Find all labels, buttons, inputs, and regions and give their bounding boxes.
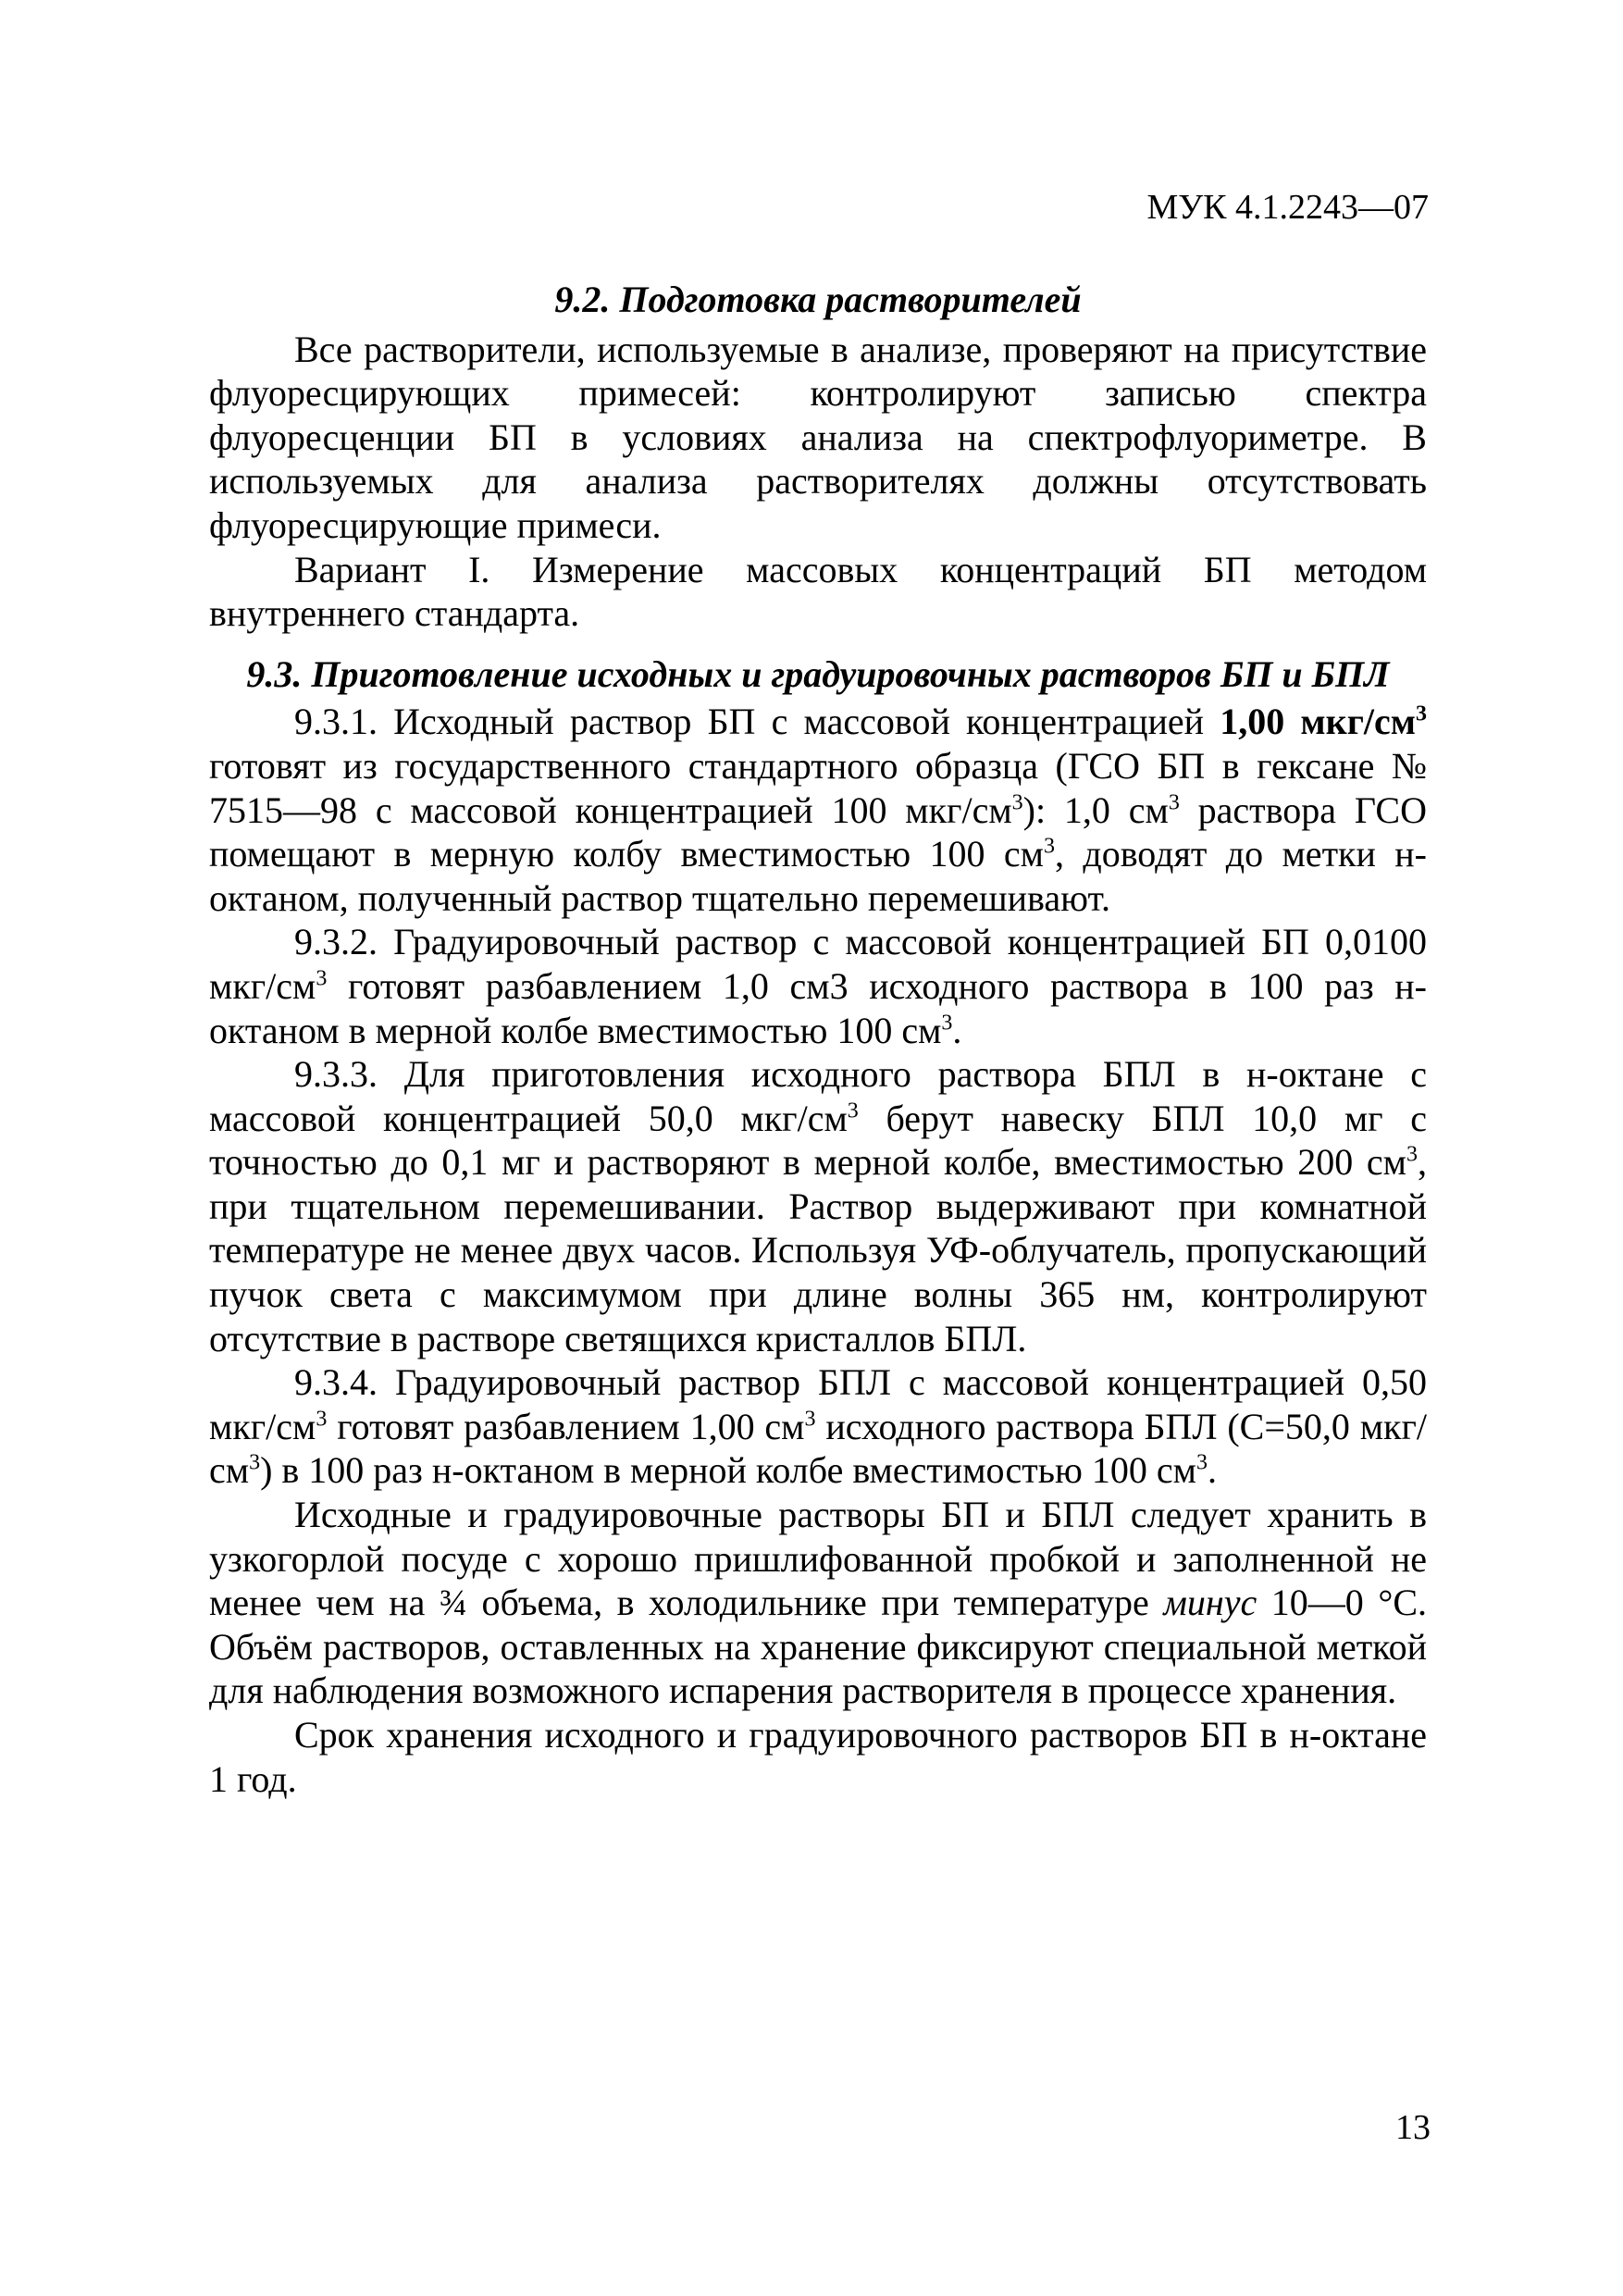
paragraph-storage: Исходные и градуировочные растворы БП и БПЛ следует хранить в узкогорлой посуде с хорошо пришлифованной пробкой и заполненной не менее чем на ¾ объема, в холодильнике при температуре минус 10—0 °С. Объём растворов, оставленных на хранение фиксируют специальной меткой для наблюдения возможного испарения растворителя в процессе хранения. — [209, 1494, 1427, 1712]
document-code: МУК 4.1.2243—07 — [1146, 188, 1429, 227]
page-body — [209, 278, 1427, 1801]
page-number: 13 — [1395, 2108, 1431, 2147]
section-heading-9-2: 9.2. Подготовка растворителей — [554, 279, 1082, 320]
paragraph-solvents-check: Все растворители, используемые в анализе, проверяют на присутствие флуоресцирующих примесей: контролируют записью спектра флуоресценции БП в условиях анализа на спектрофлуориметре. В используемых для анализа растворителях должны отсутствовать флуоресцирующие примеси. — [209, 328, 1427, 546]
paragraph-shelf-life: Срок хранения исходного и градуировочного растворов БП в н-октане 1 год. — [209, 1714, 1427, 1800]
paragraph-9-3-1: 9.3.1. Исходный раствор БП с массовой концентрацией 1,00 мкг/$см^3$ готовят из государственного стандартного образца (ГСО БП в гексане № 7515—98 с массовой концентрацией 100 мкг/$см^3$): 1,0 $см^3$ раствора ГСО помещают в мерную колбу вместимостью 100 $см^3$, доводят до метки н-октаном, полученный раствор тщательно перемешивают. — [209, 701, 1428, 919]
section-heading-9-3: 9.3. Приготовление исходных и градуировочных растворов БП и БПЛ — [246, 652, 1390, 695]
paragraph-variant-1: Вариант I. Измерение массовых концентраций БП методом внутреннего стандарта. — [209, 548, 1427, 635]
paragraph-9-3-4: 9.3.4. Градуировочный раствор БПЛ с массовой концентрацией 0,50 мкг/$см^3$ готовят разбавлением 1,00 $см^3$ исходного раствора БПЛ (С=50,0 мкг/$см^3$) в 100 раз н-октаном в мерной колбе вместимостью 100 $см^3$. — [209, 1361, 1427, 1492]
paragraph-9-3-3: 9.3.3. Для приготовления исходного раствора БПЛ в н-октане с массовой концентрацией 50,0 мкг/$см^3$ берут навеску БПЛ 10,0 мг с точностью до 0,1 мг и растворяют в мерной колбе, вместимостью 200 $см^3$, при тщательном перемешивании. Раствор выдерживают при комнатной температуре не менее двух часов. Используя УФ-облучатель, пропускающий пучок света с максимумом при длине волны 365 нм, контролируют отсутствие в растворе светящихся кристаллов БПЛ. — [209, 1053, 1427, 1359]
paragraph-9-3-2: 9.3.2. Градуировочный раствор с массовой концентрацией БП 0,0100 мкг/$см^3$ готовят разбавлением 1,0 см3 исходного раствора в 100 раз н-октаном в мерной колбе вместимостью 100 $см^3$. — [209, 921, 1427, 1051]
